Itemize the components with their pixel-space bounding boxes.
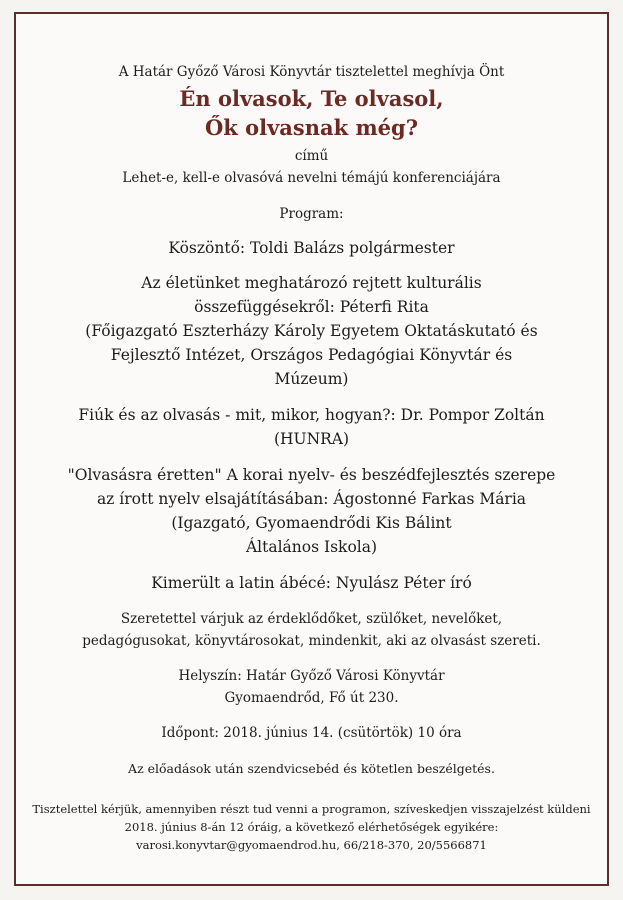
subtitle-text: Lehet-e, kell-e olvasóvá nevelni témájú konferenciájára <box>122 170 501 186</box>
venue-line-2: Gyomaendrőd, Fő út 230. <box>224 690 399 706</box>
cimu-text: című <box>294 148 329 164</box>
program-item-4-line-1: "Olvasásra éretten" A korai nyelv- és beszédfejlesztés szerepe <box>67 466 556 484</box>
program-item-greeting: Köszöntő: Toldi Balázs polgármester <box>168 239 455 257</box>
program-item-2-line-4: Fejlesztő Intézet, Országos Pedagógiai Könyvtár és <box>110 346 513 364</box>
rsvp-line-1: Tisztelettel kérjük, amennyiben részt tud venni a programon, szíveskedjen visszajelzést küldeni <box>32 802 591 816</box>
program-item-2-line-1: Az életünket meghatározó rejtett kulturális <box>141 274 482 292</box>
event-time: Időpont: 2018. június 14. (csütörtök) 10 óra <box>161 725 462 741</box>
title-line-1: Én olvasok, Te olvasol, <box>179 86 444 111</box>
program-item-4-line-2: az írott nyelv elsajátításában: Ágostonné Farkas Mária <box>96 490 527 508</box>
program-item-4-line-3: (Igazgató, Gyomaendrődi Kis Bálint <box>171 514 452 532</box>
program-item-5: Kimerült a latin ábécé: Nyulász Péter író <box>151 574 472 592</box>
invitation-content <box>16 14 607 884</box>
program-item-3-line-2: (HUNRA) <box>273 430 350 448</box>
welcome-line-2: pedagógusokat, könyvtárosokat, mindenkit, aki az olvasást szereti. <box>82 633 541 649</box>
title-line-2: Ők olvasnak még? <box>204 115 419 140</box>
after-program-note: Az előadások után szendvicsebéd és kötetlen beszélgetés. <box>128 761 495 776</box>
program-item-2-line-3: (Főigazgató Eszterházy Károly Egyetem Oktatáskutató és <box>85 322 538 340</box>
program-item-3-line-1: Fiúk és az olvasás - mit, mikor, hogyan?: Dr. Pompor Zoltán <box>78 406 545 424</box>
invitation-frame <box>14 12 609 886</box>
program-item-2-line-2: összefüggésekről: Péterfi Rita <box>194 298 429 316</box>
rsvp-line-2: 2018. június 8-án 12 óráig, a következő elérhetőségek egyikére: <box>124 820 499 834</box>
program-item-2-line-5: Múzeum) <box>274 370 349 388</box>
intro-text: A Határ Győző Városi Könyvtár tisztelettel meghívja Önt <box>118 64 505 80</box>
program-label: Program: <box>279 206 344 222</box>
rsvp-contact-line: varosi.konyvtar@gyomaendrod.hu, 66/218-370, 20/5566871 <box>136 838 487 852</box>
venue-line-1: Helyszín: Határ Győző Városi Könyvtár <box>178 668 445 684</box>
welcome-line-1: Szeretettel várjuk az érdeklődőket, szülőket, nevelőket, <box>120 611 503 627</box>
program-item-4-line-4: Általános Iskola) <box>245 538 378 556</box>
